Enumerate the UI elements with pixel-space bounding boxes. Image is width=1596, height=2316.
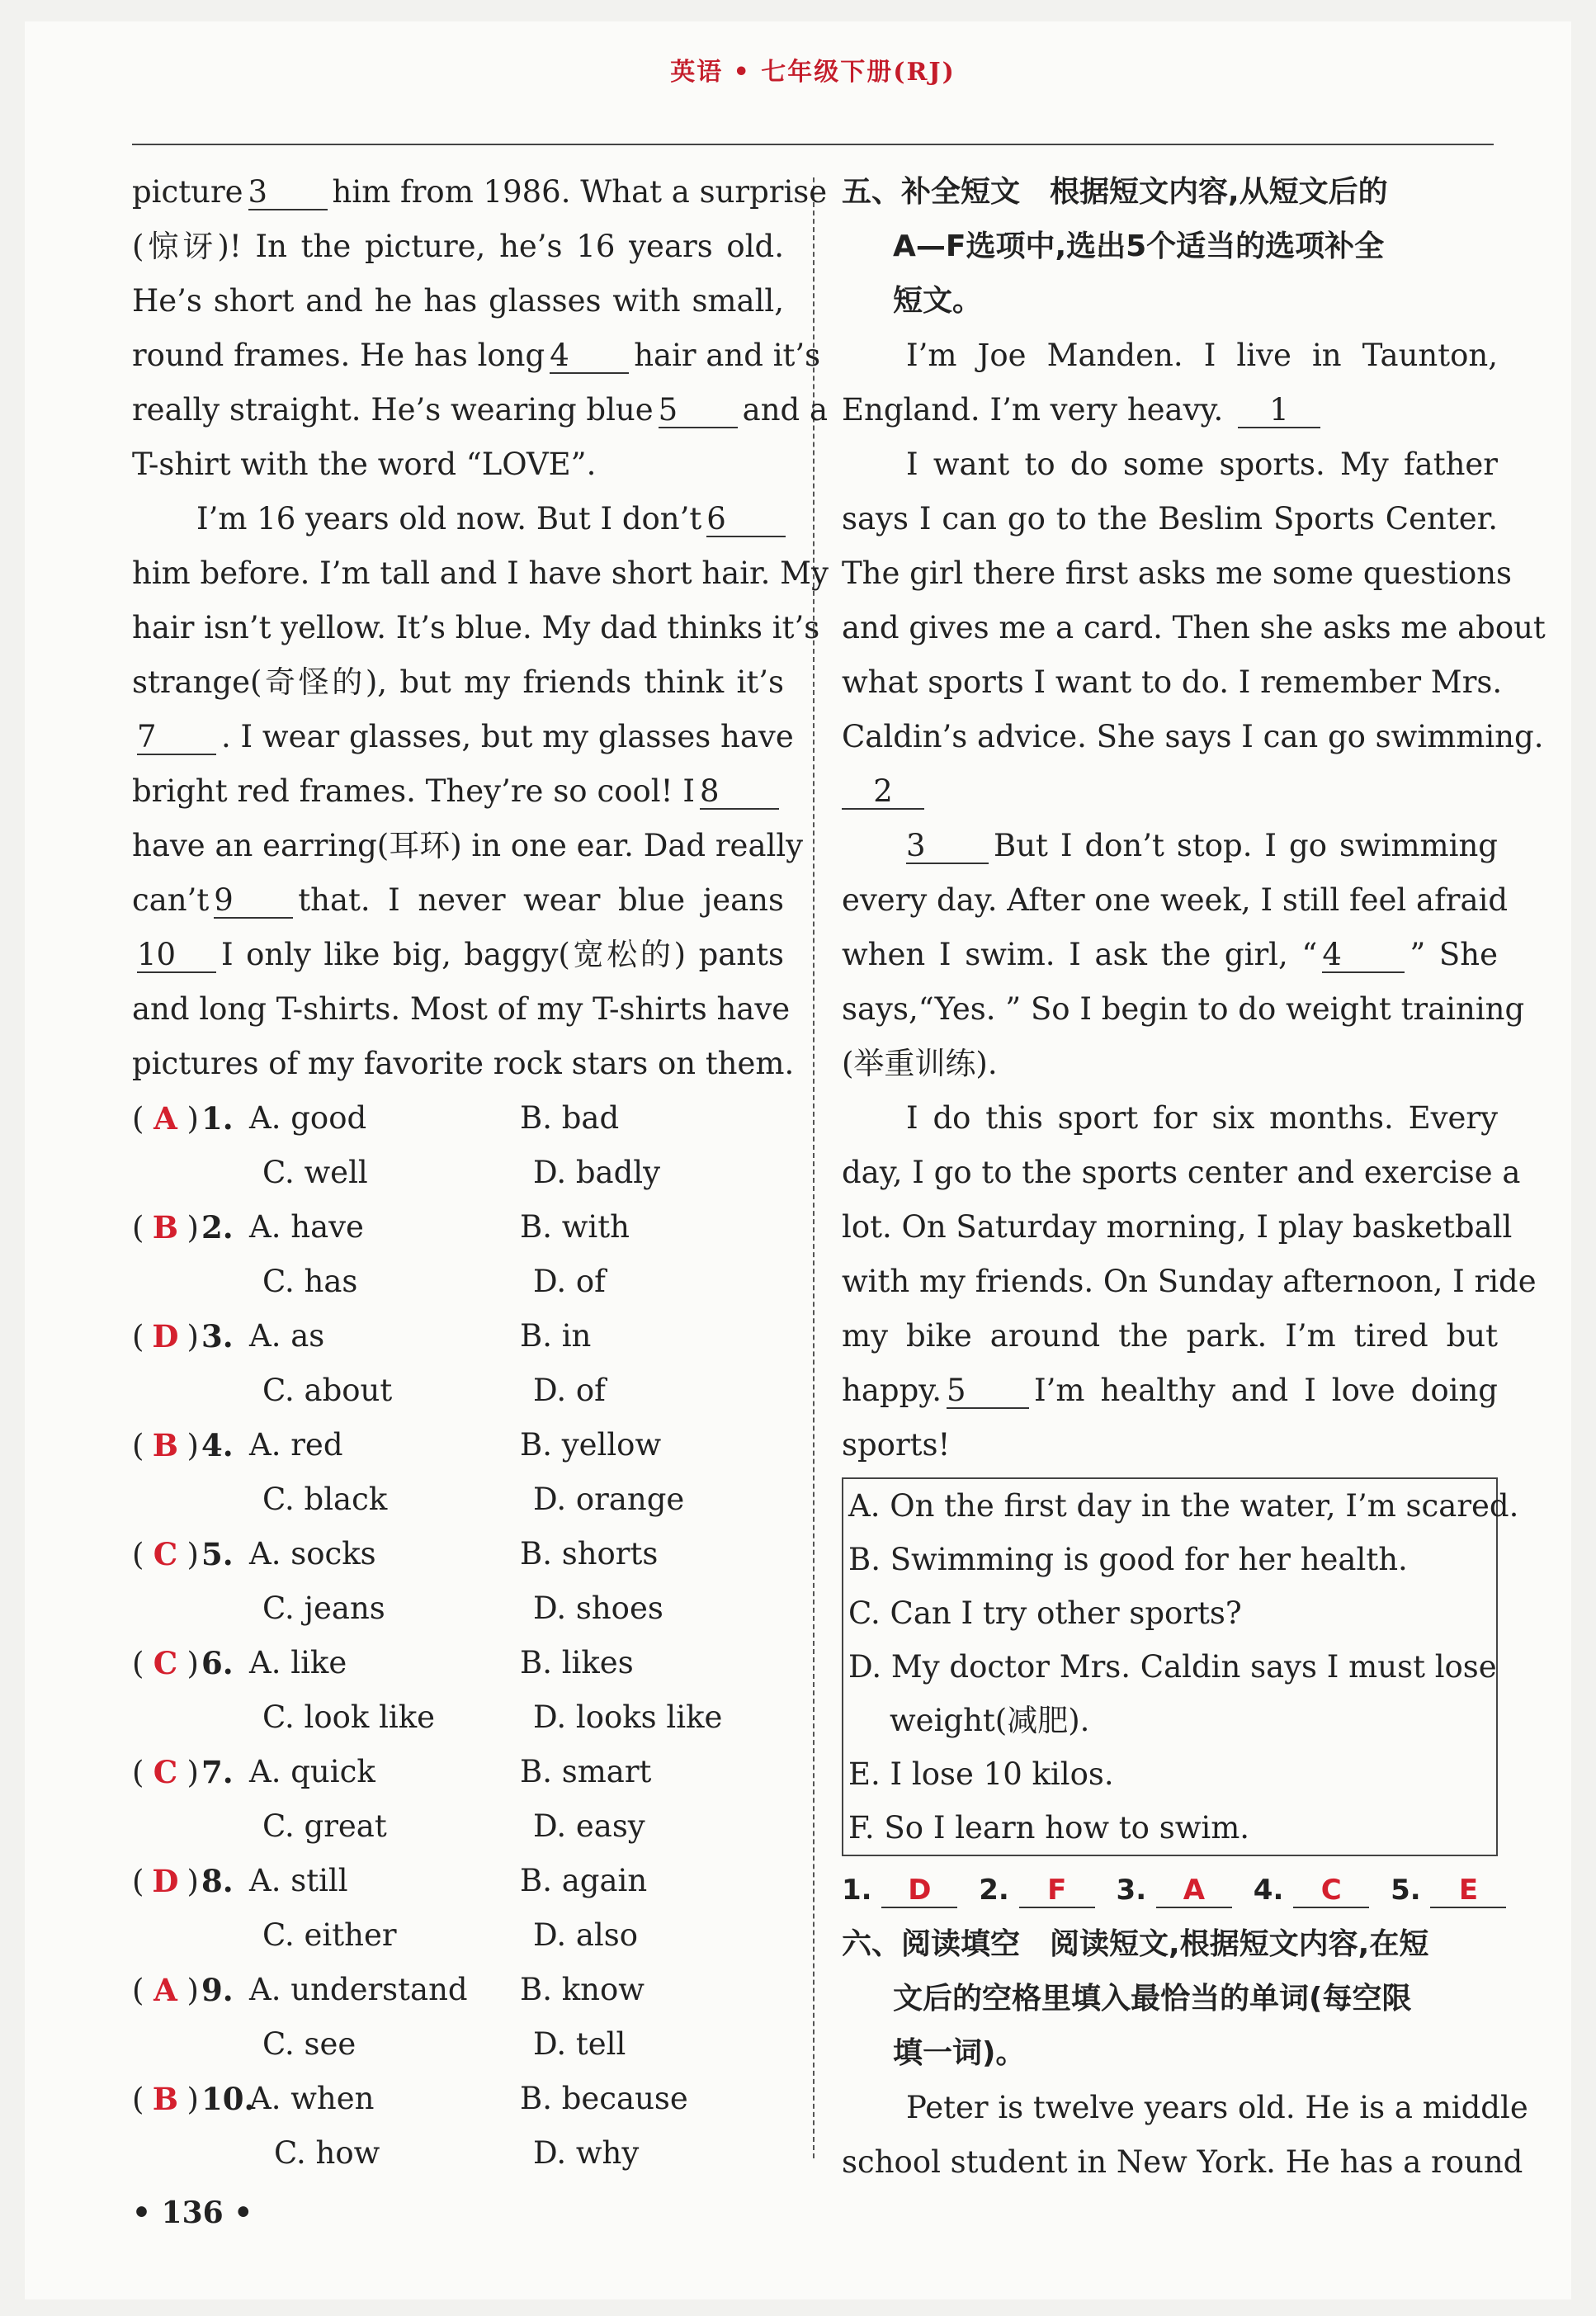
answer-mark[interactable]: C	[153, 1753, 178, 1790]
column-divider	[813, 177, 815, 2158]
option-a[interactable]: A. when	[249, 2081, 375, 2116]
option-a[interactable]: A. quick	[249, 1754, 375, 1789]
option-c[interactable]: C. how	[274, 2135, 380, 2171]
answer-mark[interactable]: A	[153, 1099, 177, 1137]
question-8-options	[132, 1908, 784, 1963]
section6-title-cont: 填一词)。	[893, 2036, 1026, 2070]
passage-line: Peter is twelve years old. He is a middle	[906, 2090, 1528, 2125]
option-a[interactable]: A. like	[249, 1645, 347, 1680]
passage-line: I’m 16 years old now. But I don’t 6	[132, 492, 784, 546]
option-c[interactable]: C. see	[262, 2026, 357, 2062]
answer-mark[interactable]: D	[152, 1862, 179, 1899]
passage-line: him before. I’m tall and I have short hair. My	[132, 555, 829, 591]
passage-line: and long T-shirts. Most of my T-shirts have	[132, 991, 791, 1027]
passage-line: strange(奇怪的), but my friends think it’s	[132, 664, 784, 700]
option-d[interactable]: D. badly	[533, 1155, 661, 1190]
question-8: ( D ) 8. A. still B. again	[132, 1854, 784, 1908]
blank-6[interactable]: 6	[706, 503, 786, 537]
passage-line: He’s short and he has glasses with small,	[132, 283, 784, 319]
option-c[interactable]: C. well	[262, 1155, 368, 1190]
blank-3[interactable]: 3	[906, 830, 989, 864]
question-7: ( C ) 7. A. quick B. smart	[132, 1745, 784, 1799]
question-7-options	[132, 1799, 784, 1854]
passage-line: have an earring(耳环) in one ear. Dad really	[132, 828, 804, 863]
passage-line: bright red frames. They’re so cool! I 8	[132, 764, 784, 819]
question-10: ( B ) 10. A. when B. because	[132, 2072, 784, 2126]
option-d[interactable]: D. orange	[533, 1482, 685, 1517]
passage-line: says,“Yes. ” So I begin to do weight training	[842, 991, 1525, 1027]
answer-mark[interactable]: B	[152, 1426, 179, 1463]
passage-line: day, I go to the sports center and exercise a	[842, 1155, 1521, 1190]
question-4-options	[132, 1472, 784, 1527]
option-d[interactable]: D. of	[533, 1264, 606, 1299]
question-2-options	[132, 1255, 784, 1309]
passage-line: 3 But I don’t stop. I go swimming	[906, 828, 1498, 863]
option-c[interactable]: C. look like	[262, 1699, 436, 1735]
option-e[interactable]: E. I lose 10 kilos.	[848, 1756, 1114, 1792]
section5-title: 五、补全短文 根据短文内容,从短文后的	[842, 175, 1388, 209]
option-d-cont: weight(减肥).	[890, 1703, 1090, 1738]
answer-1[interactable]: D	[881, 1874, 957, 1908]
option-c[interactable]: C. great	[262, 1808, 387, 1844]
option-a[interactable]: A. still	[249, 1863, 348, 1898]
option-f[interactable]: F. So I learn how to swim.	[848, 1810, 1250, 1846]
option-c[interactable]: C. jeans	[262, 1590, 385, 1626]
left-column	[132, 165, 829, 2181]
question-3: ( D ) 3. A. as B. in	[132, 1309, 784, 1364]
blank-4[interactable]: 4	[550, 339, 629, 374]
passage-line: my bike around the park. I’m tired but	[842, 1318, 1498, 1354]
question-1: ( A ) 1. A. good B. bad	[132, 1091, 784, 1146]
section6-title: 六、阅读填空 阅读短文,根据短文内容,在短	[842, 1927, 1429, 1961]
page-number: • 136 •	[132, 2195, 253, 2230]
passage-line: round frames. He has long 4 hair and it’s	[132, 338, 821, 373]
option-b[interactable]: B. smart	[520, 1754, 652, 1789]
section5-title-cont: 短文。	[893, 284, 983, 318]
passage-line: hair isn’t yellow. It’s blue. My dad thinks it’s	[132, 610, 820, 645]
passage-line: pictures of my favorite rock stars on them.	[132, 1046, 795, 1081]
passage-line: I’m Joe Manden. I live in Taunton,	[906, 338, 1498, 373]
option-b[interactable]: B. in	[520, 1318, 592, 1354]
option-d[interactable]: D. My doctor Mrs. Caldin says I must lose	[848, 1649, 1497, 1685]
question-5-options	[132, 1581, 784, 1636]
option-d[interactable]: D. tell	[533, 2026, 626, 2062]
passage-line: can’t 9 that. I never wear blue jeans	[132, 882, 784, 918]
question-4: ( B ) 4. A. red B. yellow	[132, 1418, 784, 1472]
option-b[interactable]: B. shorts	[520, 1536, 659, 1572]
question-5: ( C ) 5. A. socks B. shorts	[132, 1527, 784, 1581]
passage-line: every day. After one week, I still feel afraid	[842, 882, 1509, 918]
option-c[interactable]: C. Can I try other sports?	[848, 1595, 1242, 1631]
option-d[interactable]: D. looks like	[533, 1699, 723, 1735]
blank-10[interactable]: 10	[137, 938, 216, 973]
answer-row: 1. D 2. F 3. A 4. C 5. E	[842, 1863, 1498, 1917]
option-b[interactable]: B. know	[520, 1972, 645, 2007]
question-1-options	[132, 1146, 784, 1200]
blank-2[interactable]: 2	[842, 775, 924, 810]
blank-9[interactable]: 9	[214, 884, 293, 919]
blank-5[interactable]: 5	[947, 1374, 1029, 1409]
blank-4[interactable]: 4	[1322, 938, 1405, 973]
passage-line	[842, 764, 1498, 819]
option-b[interactable]: B. with	[520, 1209, 630, 1245]
passage-line: school student in New York. He has a round	[842, 2144, 1523, 2180]
passage-line: (惊讶)! In the picture, he’s 16 years old.	[132, 229, 784, 264]
option-c[interactable]: C. either	[262, 1917, 397, 1953]
option-b[interactable]: B. bad	[520, 1100, 620, 1136]
page-header	[132, 51, 1494, 94]
passage-line: sports!	[842, 1427, 951, 1463]
header-title: 英语 • 七年级下册(RJ)	[670, 58, 956, 87]
option-c[interactable]: C. black	[262, 1482, 388, 1517]
passage-line: and gives me a card. Then she asks me about	[842, 610, 1546, 645]
option-d[interactable]: D. easy	[533, 1808, 645, 1844]
option-a[interactable]: A. red	[249, 1427, 343, 1463]
blank-7[interactable]: 7	[137, 721, 216, 755]
passage-line: says I can go to the Beslim Sports Center.	[842, 501, 1498, 536]
answer-mark[interactable]: C	[153, 1644, 178, 1681]
answer-mark[interactable]: A	[153, 1971, 177, 2008]
option-c[interactable]: C. about	[262, 1373, 393, 1408]
passage-line: I do this sport for six months. Every	[906, 1100, 1498, 1136]
answer-mark[interactable]: C	[153, 1535, 178, 1572]
question-3-options	[132, 1364, 784, 1418]
passage-line: I want to do some sports. My father	[906, 447, 1498, 482]
option-a[interactable]: A. have	[249, 1209, 364, 1245]
blank-3[interactable]: 3	[248, 176, 328, 210]
section5-title-cont: A—F选项中,选出5个适当的选项补全	[893, 229, 1385, 263]
passage-line: what sports I want to do. I remember Mrs.	[842, 664, 1503, 700]
option-b[interactable]: B. because	[520, 2081, 688, 2116]
option-d[interactable]: D. why	[533, 2135, 640, 2171]
passage-line: really straight. He’s wearing blue 5 and a	[132, 392, 829, 428]
option-b[interactable]: B. likes	[520, 1645, 634, 1680]
option-a[interactable]: A. good	[249, 1100, 367, 1136]
option-d[interactable]: D. also	[533, 1917, 639, 1953]
option-b[interactable]: B. Swimming is good for her health.	[848, 1542, 1408, 1577]
passage-line: picture 3 him from 1986. What a surprise	[132, 174, 828, 210]
question-list	[132, 1091, 784, 2181]
options-box	[842, 1477, 1519, 1856]
answer-mark[interactable]: D	[152, 1317, 179, 1354]
option-d[interactable]: D. shoes	[533, 1590, 663, 1626]
answer-mark[interactable]: B	[152, 1208, 179, 1245]
option-b[interactable]: B. again	[520, 1863, 648, 1898]
question-6-options	[132, 1690, 784, 1745]
option-d[interactable]: D. of	[533, 1373, 606, 1408]
option-b[interactable]: B. yellow	[520, 1427, 662, 1463]
passage-line: with my friends. On Sunday afternoon, I ride	[842, 1264, 1537, 1299]
passage-line: 7 . I wear glasses, but my glasses have	[137, 719, 794, 754]
passage-line: T-shirt with the word “LOVE”.	[132, 447, 597, 482]
answer-4[interactable]: C	[1293, 1874, 1369, 1908]
blank-1[interactable]: 1	[1238, 394, 1320, 428]
option-c[interactable]: C. has	[262, 1264, 358, 1299]
section6-title-cont: 文后的空格里填入最恰当的单词(每空限	[893, 1982, 1412, 2016]
passage-line: lot. On Saturday morning, I play basketball	[842, 1209, 1513, 1245]
option-a[interactable]: A. socks	[249, 1536, 376, 1572]
passage-line: when I swim. I ask the girl, “ 4 ” She	[842, 937, 1498, 972]
question-9: ( A ) 9. A. understand B. know	[132, 1963, 784, 2017]
option-a[interactable]: A. On the first day in the water, I’m scared.	[848, 1488, 1519, 1524]
question-6: ( C ) 6. A. like B. likes	[132, 1636, 784, 1690]
right-column	[842, 165, 1546, 2190]
blank-8[interactable]: 8	[700, 775, 779, 810]
blank-5[interactable]: 5	[659, 394, 738, 428]
option-a[interactable]: A. as	[249, 1318, 325, 1354]
passage-line: happy. 5 I’m healthy and I love doing	[842, 1373, 1498, 1408]
question-10-options	[132, 2126, 784, 2181]
passage-line: (举重训练).	[842, 1046, 998, 1081]
answer-3[interactable]: A	[1156, 1874, 1232, 1908]
option-a[interactable]: A. understand	[249, 1972, 468, 2007]
passage-line: England. I’m very heavy. 1	[842, 383, 1498, 437]
answer-2[interactable]: F	[1019, 1874, 1095, 1908]
question-9-options	[132, 2017, 784, 2072]
header-rule	[132, 144, 1494, 145]
passage-line: Caldin’s advice. She says I can go swimming.	[842, 719, 1544, 754]
passage-line: 10 I only like big, baggy(宽松的) pants	[137, 937, 784, 972]
answer-mark[interactable]: B	[152, 2080, 179, 2117]
passage-line: The girl there first asks me some questions	[842, 555, 1513, 591]
question-2: ( B ) 2. A. have B. with	[132, 1200, 784, 1255]
answer-5[interactable]: E	[1430, 1874, 1506, 1908]
